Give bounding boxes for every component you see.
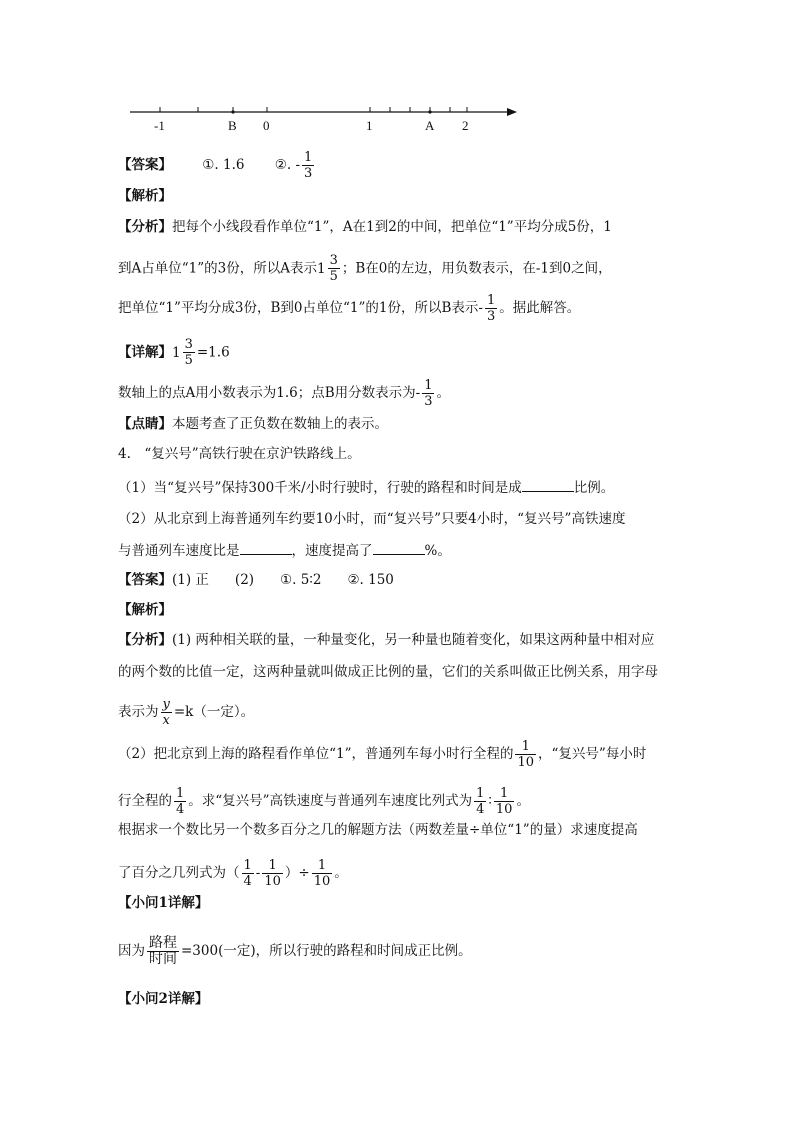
point-b-label: B [228,118,237,133]
tick-label-1: 1 [366,118,373,133]
q3-fenxi-line2: 到A占单位“1”的3份，所以A表示 1 $\frac{3}{5}$ ；B在0的左边，用负数表示，在-1到0之间， [118,253,612,284]
answer-1: ①. 1.6 [202,157,245,173]
q3-fenxi-line1: 【分析】把每个小线段看作单位“1”，A在1到2的中间，把单位“1”平均分成5份，1 [118,219,612,235]
q3-answer: 【答案】 ①. 1.6 ②. - $\frac{1}{3}$ [118,150,313,181]
tick-label-2: 2 [462,118,469,133]
answer-blank[interactable] [522,477,574,492]
q4-sub1-detail: 因为 $\frac{\text{路程}}{\text{时间}}$ =300(一定)，所以行驶的路程和时间成正比例。 [118,935,472,967]
q4-fenxi-line2: 的两个数的比值一定，这两种量就叫做成正比例的量，它们的关系叫做正比例关系，用字母 [118,664,658,680]
q4-sub1-detail-tag: 【小问1详解】 [118,895,209,911]
answer-blank[interactable] [373,540,425,555]
answer-tag: 【答案】 [118,157,172,173]
q4-sub2-line1: （2）从北京到上海普通列车约要10小时，而“复兴号”只要4小时，“复兴号”高铁速度 [118,511,626,527]
q4-stem: 4. “复兴号”高铁行驶在京沪铁路线上。 [118,446,361,462]
q3-detail: 【详解】 1 $\frac{3}{5}$ =1.6 [118,337,230,368]
answer-blank[interactable] [240,540,292,555]
tick-label-neg1: -1 [154,118,165,133]
q3-fenxi-line3: 把单位“1”平均分成3份，B到0占单位“1”的1份，所以B表示- $\frac{1}{3}$ 。据此解答。 [118,293,581,324]
q4-fenxi-line3: 表示为 $\frac{y}{x}$ =k（一定）。 [118,697,255,728]
q4-p2-line3: 根据求一个数比另一个数多百分之几的解题方法（两数差量÷单位“1”的量）求速度提高 [118,822,638,838]
q4-fenxi-line1: 【分析】(1) 两种相关联的量，一种量变化，另一种量也随着变化，如果这两种量中相对应 [118,632,655,648]
answer-2-prefix: ②. [274,157,292,173]
point-a-label: A [425,118,435,133]
mixed-number: 1 $\frac{3}{5}$ [316,253,338,284]
q4-sub1: （1）当“复兴号”保持300千米/小时行驶时，行驶的路程和时间是成 比例。 [118,477,614,498]
q3-detail-line2: 数轴上的点A用小数表示为1.6；点B用分数表示为- $\frac{1}{3}$ 。 [118,378,450,409]
q4-p2-line1: （2）把北京到上海的路程看作单位“1”，普通列车每小时行全程的 $\frac{1}{10}$ ，“复兴号”每小时 [118,739,647,770]
q4-p2-line2: 行全程的 $\frac{1}{4}$ 。求“复兴号”高铁速度与普通列车速度比列式为 $\frac{1}{4}$ ∶ $\frac{1}{10}$ 。 [118,786,530,817]
q4-analysis-tag: 【解析】 [118,602,172,618]
tick-label-0: 0 [263,118,270,133]
fraction: $\frac{1}{3}$ [486,293,496,324]
q4-sub2-line2: 与普通列车速度比是 ，速度提高了 %。 [118,540,451,561]
q3-dianjing: 【点睛】本题考查了正负数在数轴上的表示。 [118,416,388,432]
q4-answer: 【答案】(1) 正 (2) ①. 5∶2 ②. 150 [118,572,394,588]
fraction: $\frac{1}{3}$ [304,150,313,181]
q4-p2-line4: 了百分之几列式为（ $\frac{1}{4}$ - $\frac{1}{10}$ ）÷ $\frac{1}{10}$ 。 [118,858,348,889]
number-line [125,100,525,136]
q4-sub2-detail-tag: 【小问2详解】 [118,991,209,1007]
q3-analysis-tag: 【解析】 [118,188,172,204]
